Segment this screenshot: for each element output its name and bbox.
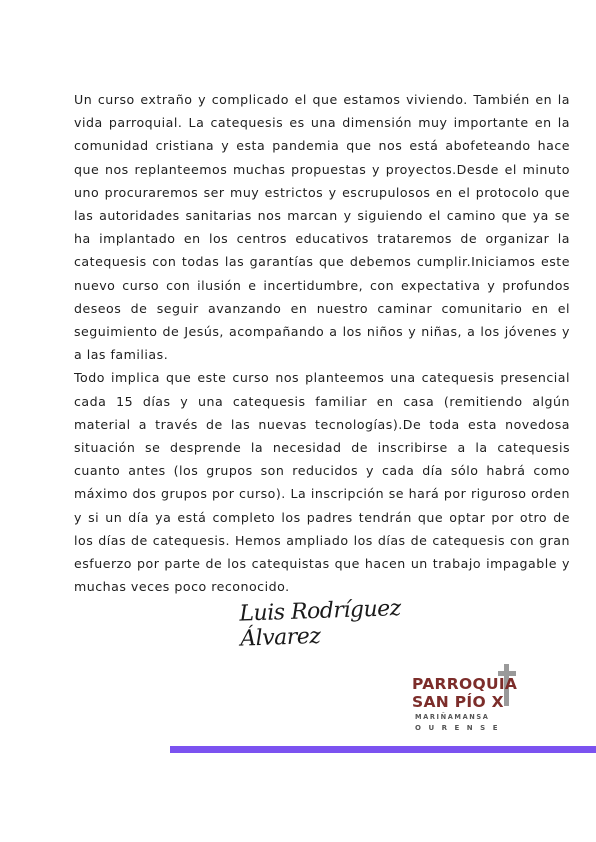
logo-marinamansa: MARIÑAMANSA — [415, 713, 490, 721]
accent-bar — [170, 746, 596, 753]
signature — [239, 594, 451, 661]
logo-san-pio: SAN PÍO X — [412, 693, 504, 711]
signature-text: Luis Rodríguez Álvarez — [239, 596, 402, 652]
logo-parroquia: PARROQUIA — [412, 675, 518, 693]
logo-ourense: OURENSE — [415, 724, 505, 732]
parish-logo — [412, 664, 522, 736]
paragraph-1: Un curso extraño y complicado el que estamos viviendo. También en la vida parroquial. La catequesis es una dimensión muy importante en la comunidad cristiana y esta pandemia que nos está abofeteando hace que nos replanteemos muchas propuestas y proyectos.Desde el minuto uno procuraremos ser muy estrictos y escrupulosos en el protocolo que las autoridades sanitarias nos marcan y siguiendo el camino que ya se ha implantado en los centros educativos trataremos de organizar la catequesis con todas las garantías que debemos cumplir.Iniciamos este nuevo curso con ilusión e incertidumbre, con expectativa y profundos deseos de seguir avanzando en nuestro caminar comunitario en el seguimiento de Jesús, acompañando a los niños y niñas, a los jóvenes y a las familias. — [74, 92, 570, 363]
letter-body — [74, 88, 570, 598]
paragraph-2: Todo implica que este curso nos planteemos una catequesis presencial cada 15 días y una catequesis familiar en casa (remitiendo algún material a través de las nuevas tecnologías).De toda esta novedosa situación se desprende la necesidad de inscribirse a la catequesis cuanto antes (los grupos son reducidos y cada día sólo habrá como máximo dos grupos por curso). La inscripción se hará por riguroso orden y si un día ya está completo los padres tendrán que optar por otro de los días de catequesis. Hemos ampliado los días de catequesis con gran esfuerzo por parte de los catequistas que hacen un trabajo impagable y muchas veces poco reconocido. — [74, 370, 570, 595]
